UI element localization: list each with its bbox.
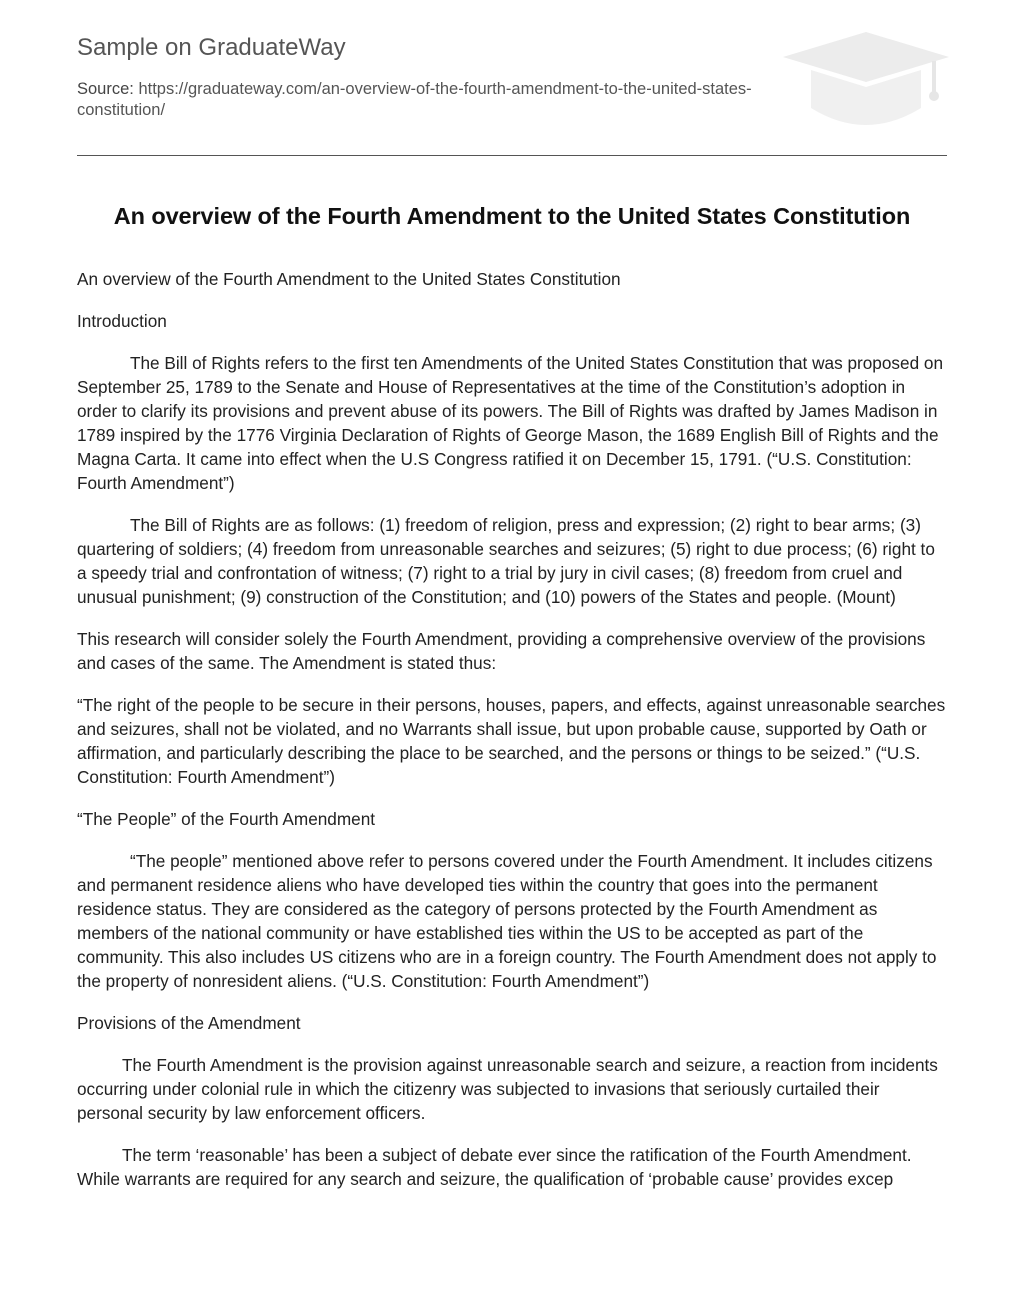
brand-title: Sample on GraduateWay	[77, 34, 346, 61]
heading-introduction: Introduction	[77, 311, 167, 331]
paragraph-bill-of-rights-intro: The Bill of Rights refers to the first ten Amendments of the United States Constitution that was proposed on September 25, 1789 to the Senate and House of Representatives at the time of the Constitution’s adoption in order to clarify its provisions and prevent abuse of its powers. The Bill of Rights was drafted by James Madison in 1789 inspired by the 1776 Virginia Declaration of Rights of George Mason, the 1689 English Bill of Rights and the Magna Carta. It came into effect when the U.S Congress ratified it on December 15, 1791. (“U.S. Constitution: Fourth Amendment”)	[77, 353, 944, 493]
source-label: Source:	[77, 80, 139, 98]
paragraph-subtitle: An overview of the Fourth Amendment to the United States Constitution	[77, 269, 621, 289]
article-body	[77, 267, 949, 1209]
source-line	[77, 79, 777, 121]
graduation-cap-icon	[781, 30, 951, 134]
paragraph-the-people: “The people” mentioned above refer to persons covered under the Fourth Amendment. It includes citizens and permanent residence aliens who have developed ties within the country that goes into the permanent residence status. They are considered as the category of persons protected by the Fourth Amendment as members of the national community or have established ties within the US to be accepted as part of the community. This also includes US citizens who are in a foreign country. The Fourth Amendment does not apply to the property of nonresident aliens. (“U.S. Constitution: Fourth Amendment”)	[77, 851, 937, 991]
page-header	[77, 0, 947, 156]
paragraph-reasonable: The term ‘reasonable’ has been a subject of debate ever since the ratification of the Fourth Amendment. While warrants are required for any search and seizure, the qualification of ‘probable cause’ provides excep	[77, 1145, 912, 1189]
heading-the-people: “The People” of the Fourth Amendment	[77, 809, 376, 829]
document-page	[77, 0, 947, 1189]
paragraph-amendment-quote: “The right of the people to be secure in their persons, houses, papers, and effects, against unreasonable searches and seizures, shall not be violated, and no Warrants shall issue, but upon probable cause, supported by Oath or affirmation, and particularly describing the place to be searched, and the persons or things to be seized.” (“U.S. Constitution: Fourth Amendment”)	[77, 695, 946, 787]
heading-provisions: Provisions of the Amendment	[77, 1013, 301, 1033]
paragraph-research-scope: This research will consider solely the Fourth Amendment, providing a comprehensive overview of the provisions and cases of the same. The Amendment is stated thus:	[77, 629, 926, 673]
paragraph-bill-of-rights-list: The Bill of Rights are as follows: (1) freedom of religion, press and expression; (2) right to bear arms; (3) quartering of soldiers; (4) freedom from unreasonable searches and seizures; (5) right to due process; (6) right to a speedy trial and confrontation of witness; (7) right to a trial by jury in civil cases; (8) freedom from cruel and unusual punishment; (9) construction of the Constitution; and (10) powers of the States and people. (Mount)	[77, 515, 935, 607]
source-link[interactable]: https://graduateway.com/an-overview-of-the-fourth-amendment-to-the-united-states-constitution/	[77, 80, 752, 119]
page-title: An overview of the Fourth Amendment to the United States Constitution	[113, 203, 911, 229]
paragraph-provisions: The Fourth Amendment is the provision against unreasonable search and seizure, a reaction from incidents occurring under colonial rule in which the citizenry was subjected to invasions that seriously curtailed their personal security by law enforcement officers.	[77, 1055, 938, 1123]
